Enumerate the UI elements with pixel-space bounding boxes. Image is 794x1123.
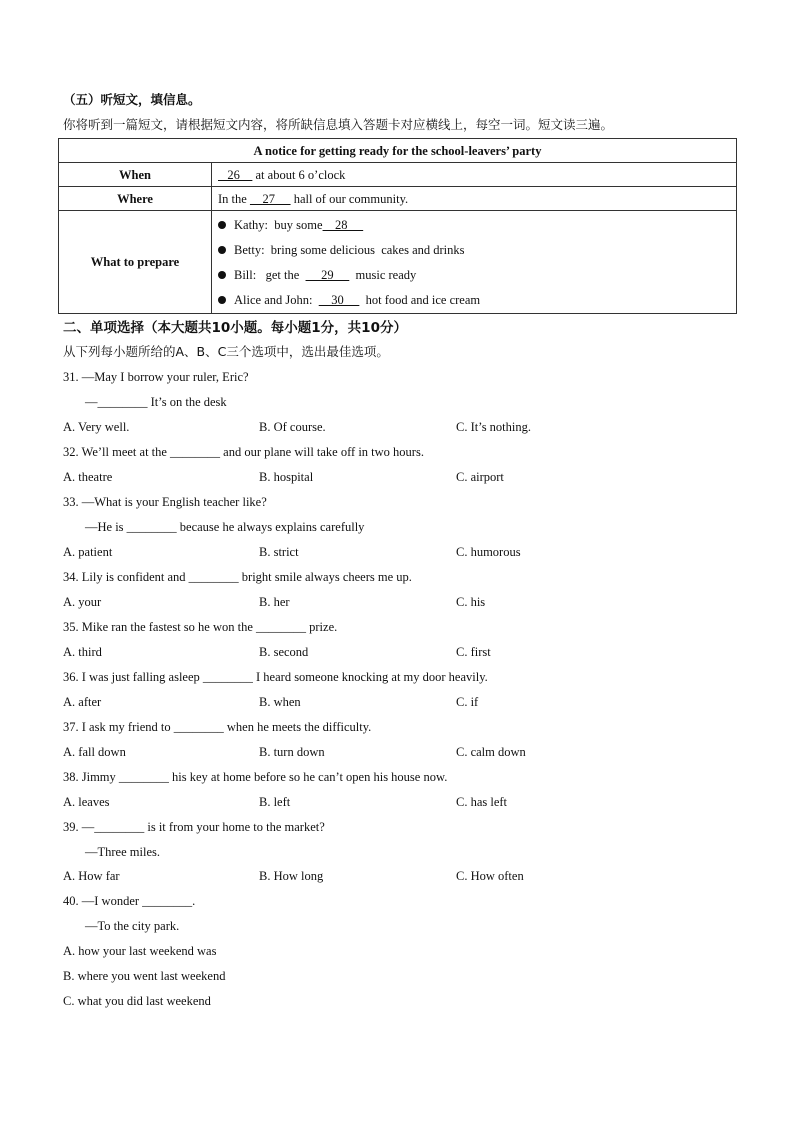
question-39-stem: 39. —________ is it from your home to the market?	[63, 820, 325, 834]
question-38-stem: 38. Jimmy ________ his key at home before so he can’t open his house now.	[63, 770, 448, 784]
prepare-item: Betty: bring some delicious cakes and drinks	[218, 238, 730, 263]
blank-29: 29	[305, 268, 350, 282]
q39-option-a: A. How far	[63, 869, 120, 883]
section5-instruction: 你将听到一篇短文，请根据短文内容，将所缺信息填入答题卡对应横线上，每空一词。短文读三遍。	[63, 117, 614, 132]
q37-option-a: A. fall down	[63, 745, 126, 759]
blank-30: 30	[318, 293, 360, 307]
section2-title: 二、单项选择（本大题共10小题。每小题1分，共10分）	[63, 320, 407, 336]
prepare-list	[212, 211, 737, 314]
q36-option-b: B. when	[259, 695, 301, 709]
bullet-icon	[218, 221, 226, 229]
question-36-stem: 36. I was just falling asleep ________ I heard someone knocking at my door heavily.	[63, 670, 488, 684]
blank-27: 27	[249, 191, 291, 206]
q33-option-a: A. patient	[63, 545, 113, 559]
where-label: Where	[59, 187, 212, 211]
question-32-stem: 32. We’ll meet at the ________ and our plane will take off in two hours.	[63, 445, 424, 459]
blank-26: 26	[218, 167, 253, 182]
prepare-item: Alice and John: 30 hot food and ice cream	[218, 288, 730, 313]
question-33-reply: —He is ________ because he always explains carefully	[85, 520, 365, 534]
q40-option-b: B. where you went last weekend	[63, 969, 226, 983]
question-31-stem: 31. —May I borrow your ruler, Eric?	[63, 370, 249, 384]
q34-option-b: B. her	[259, 595, 290, 609]
q36-option-a: A. after	[63, 695, 102, 709]
question-37-stem: 37. I ask my friend to ________ when he meets the difficulty.	[63, 720, 372, 734]
section5-title: （五）听短文，填信息。	[63, 92, 201, 107]
section2-instruction: 从下列每小题所给的A、B、C三个选项中，选出最佳选项。	[63, 344, 389, 359]
q32-option-b: B. hospital	[259, 470, 314, 484]
question-40-reply: —To the city park.	[85, 919, 180, 933]
prepare-label: What to prepare	[59, 211, 212, 314]
bullet-icon	[218, 246, 226, 254]
q39-option-b: B. How long	[259, 869, 324, 883]
when-label: When	[59, 163, 212, 187]
where-post: hall of our community.	[290, 191, 409, 206]
question-31-reply: —________ It’s on the desk	[85, 395, 227, 409]
q37-option-c: C. calm down	[456, 745, 526, 759]
q38-option-a: A. leaves	[63, 795, 110, 809]
q38-option-c: C. has left	[456, 795, 508, 809]
question-39-reply: —Three miles.	[85, 845, 160, 859]
q33-option-c: C. humorous	[456, 545, 521, 559]
q40-option-a: A. how your last weekend was	[63, 944, 217, 958]
bullet-icon	[218, 296, 226, 304]
q34-option-a: A. your	[63, 595, 102, 609]
q35-option-a: A. third	[63, 645, 102, 659]
q35-option-b: B. second	[259, 645, 309, 659]
when-text: at about 6 o’clock	[252, 167, 346, 182]
q32-option-a: A. theatre	[63, 470, 113, 484]
q33-option-b: B. strict	[259, 545, 299, 559]
question-34-stem: 34. Lily is confident and ________ bright smile always cheers me up.	[63, 570, 412, 584]
q38-option-b: B. left	[259, 795, 291, 809]
bullet-icon	[218, 271, 226, 279]
prepare-item: Kathy: buy some 28	[218, 213, 730, 238]
q36-option-c: C. if	[456, 695, 479, 709]
notice-table	[58, 138, 737, 314]
question-40-stem: 40. —I wonder ________.	[63, 894, 196, 908]
question-35-stem: 35. Mike ran the fastest so he won the ________ prize.	[63, 620, 338, 634]
where-value	[212, 187, 737, 211]
blank-28: 28	[322, 218, 364, 232]
q39-option-c: C. How often	[456, 869, 524, 883]
q37-option-b: B. turn down	[259, 745, 325, 759]
q40-option-c: C. what you did last weekend	[63, 994, 211, 1008]
q35-option-c: C. first	[456, 645, 491, 659]
q32-option-c: C. airport	[456, 470, 504, 484]
when-value	[212, 163, 737, 187]
q34-option-c: C. his	[456, 595, 486, 609]
q31-option-b: B. Of course.	[259, 420, 326, 434]
q31-option-a: A. Very well.	[63, 420, 130, 434]
notice-title: A notice for getting ready for the school-leavers’ party	[59, 139, 737, 163]
prepare-item: Bill: get the 29 music ready	[218, 263, 730, 288]
question-33-stem: 33. —What is your English teacher like?	[63, 495, 267, 509]
where-pre: In the	[218, 191, 250, 206]
q31-option-c: C. It’s nothing.	[456, 420, 532, 434]
